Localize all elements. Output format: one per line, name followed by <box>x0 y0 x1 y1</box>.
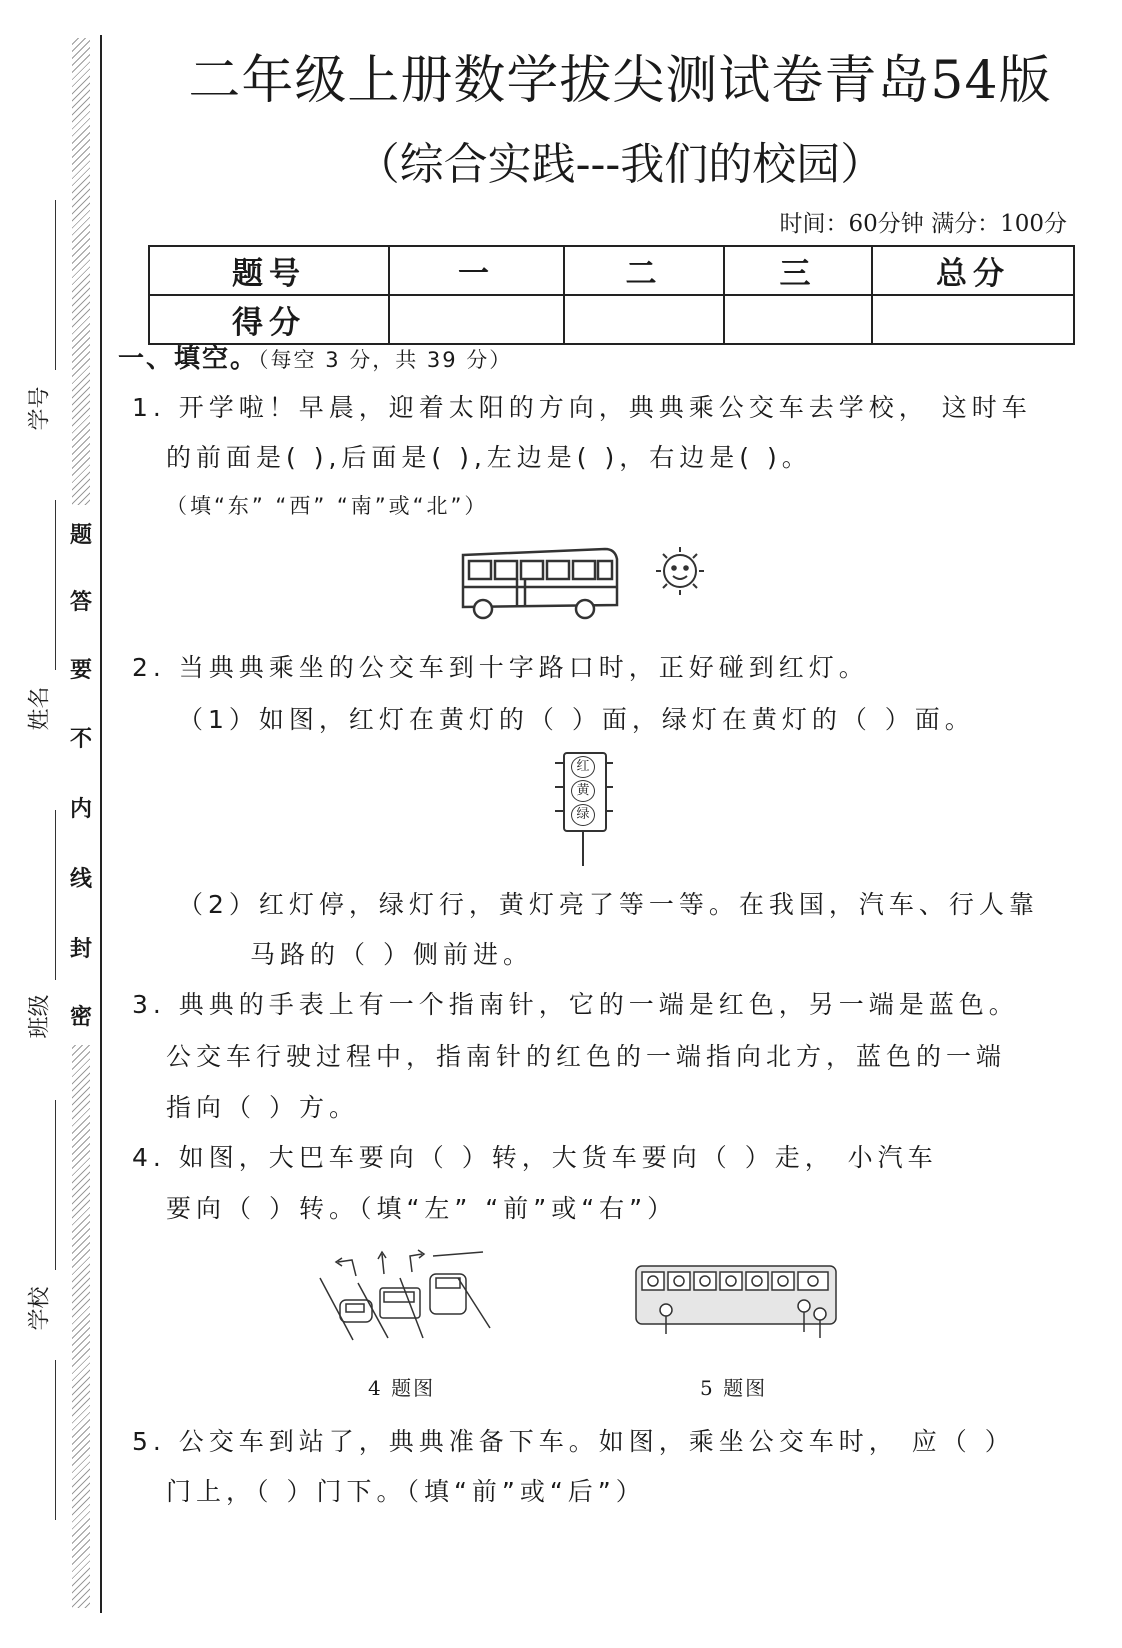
score-cell[interactable] <box>872 295 1074 344</box>
bus-icon <box>463 549 617 618</box>
figure-5-caption: 5 题图 <box>700 1376 768 1400</box>
margin-rule <box>100 35 102 1613</box>
bus-passengers-illustration <box>632 1262 842 1342</box>
straight-arrow-icon <box>378 1252 386 1274</box>
binding-margin <box>0 0 110 1648</box>
q4-line-2: 要向（ ）转。（填“左” “前”或“右”） <box>166 1194 678 1223</box>
bus-small-icon <box>430 1274 466 1314</box>
time-info: 时间：60分钟 满分：100分 <box>779 211 1067 237</box>
green-light: 绿 <box>571 804 595 826</box>
seal-char: 答 <box>68 585 94 616</box>
car-icon <box>340 1300 372 1322</box>
q1-line-1: 1. 开学啦！早晨，迎着太阳的方向，典典乘公交车去学校， 这时车 <box>132 393 1032 422</box>
score-header-cell: 题号 <box>149 246 389 295</box>
seal-char: 封 <box>68 932 94 963</box>
section-note: （每空 3 分，共 39 分） <box>258 348 513 372</box>
score-header-cell: 一 <box>389 246 564 295</box>
student-id-label: 学号 <box>27 386 53 431</box>
bus-and-sun-illustration <box>455 543 720 628</box>
seal-char: 线 <box>68 862 94 893</box>
q1-hint: （填“东” “西” “南”或“北”） <box>166 494 489 518</box>
q1-line-2: 的前面是( ),后面是( ),左边是( )，右边是( )。 <box>166 443 812 472</box>
traffic-light-pole <box>582 830 584 866</box>
page-title: 二年级上册数学拔尖测试卷青岛54版 <box>188 51 1052 111</box>
seal-char: 不 <box>68 722 94 753</box>
q2-line-4: 马路的（ ）侧前进。 <box>250 940 533 969</box>
red-light: 红 <box>571 756 595 778</box>
figure-4-caption: 4 题图 <box>368 1376 436 1400</box>
left-turn-arrow-icon <box>336 1258 356 1276</box>
name-line[interactable] <box>55 500 56 670</box>
seal-char: 内 <box>68 792 94 823</box>
q3-line-3: 指向（ ）方。 <box>166 1093 359 1122</box>
q5-line-2: 门上，（ ）门下。（填“前”或“后”） <box>166 1477 646 1506</box>
seal-char: 密 <box>68 1000 94 1031</box>
student-id-line[interactable] <box>55 200 56 370</box>
q3-line-1: 3. 典典的手表上有一个指南针，它的一端是红色，另一端是蓝色。 <box>132 990 1019 1019</box>
score-cell[interactable] <box>389 295 564 344</box>
q5-line-1: 5. 公交车到站了，典典准备下车。如图，乘坐公交车时， 应（ ） <box>132 1427 1015 1456</box>
q2-line-2: （1）如图，红灯在黄灯的（ ）面，绿灯在黄灯的（ ）面。 <box>178 705 975 734</box>
score-header-cell: 总分 <box>872 246 1074 295</box>
q2-line-3: （2）红灯停，绿灯行，黄灯亮了等一等。在我国，汽车、行人靠 <box>178 890 1039 919</box>
score-row-label: 得分 <box>149 295 389 344</box>
school-label: 学校 <box>27 1286 53 1331</box>
score-cell[interactable] <box>724 295 872 344</box>
score-table <box>148 245 1075 345</box>
score-header-cell: 三 <box>724 246 872 295</box>
class-line[interactable] <box>55 810 56 980</box>
score-header-cell: 二 <box>564 246 724 295</box>
yellow-light: 黄 <box>571 780 595 802</box>
section-title: 一、填空。 <box>118 344 259 374</box>
score-cell[interactable] <box>564 295 724 344</box>
right-turn-arrow-icon <box>410 1250 424 1272</box>
q3-line-2: 公交车行驶过程中，指南针的红色的一端指向北方，蓝色的一端 <box>166 1042 1007 1071</box>
score-value-row <box>149 295 1074 344</box>
school-line[interactable] <box>55 1100 56 1270</box>
name-label: 姓名 <box>27 686 53 731</box>
sun-icon <box>656 547 704 595</box>
seal-char: 题 <box>68 518 94 549</box>
seal-char: 要 <box>68 653 94 684</box>
margin-line <box>55 1360 56 1520</box>
q2-line-1: 2. 当典典乘坐的公交车到十字路口时，正好碰到红灯。 <box>132 653 869 682</box>
q4-line-1: 4. 如图，大巴车要向（ ）转，大货车要向（ ）走， 小汽车 <box>132 1143 938 1172</box>
class-label: 班级 <box>27 994 53 1039</box>
section-heading <box>118 338 512 375</box>
score-header-row <box>149 246 1074 295</box>
traffic-light-illustration <box>555 752 615 867</box>
road-vehicles-illustration <box>318 1248 498 1343</box>
page-subtitle: （综合实践---我们的校园） <box>355 139 885 190</box>
